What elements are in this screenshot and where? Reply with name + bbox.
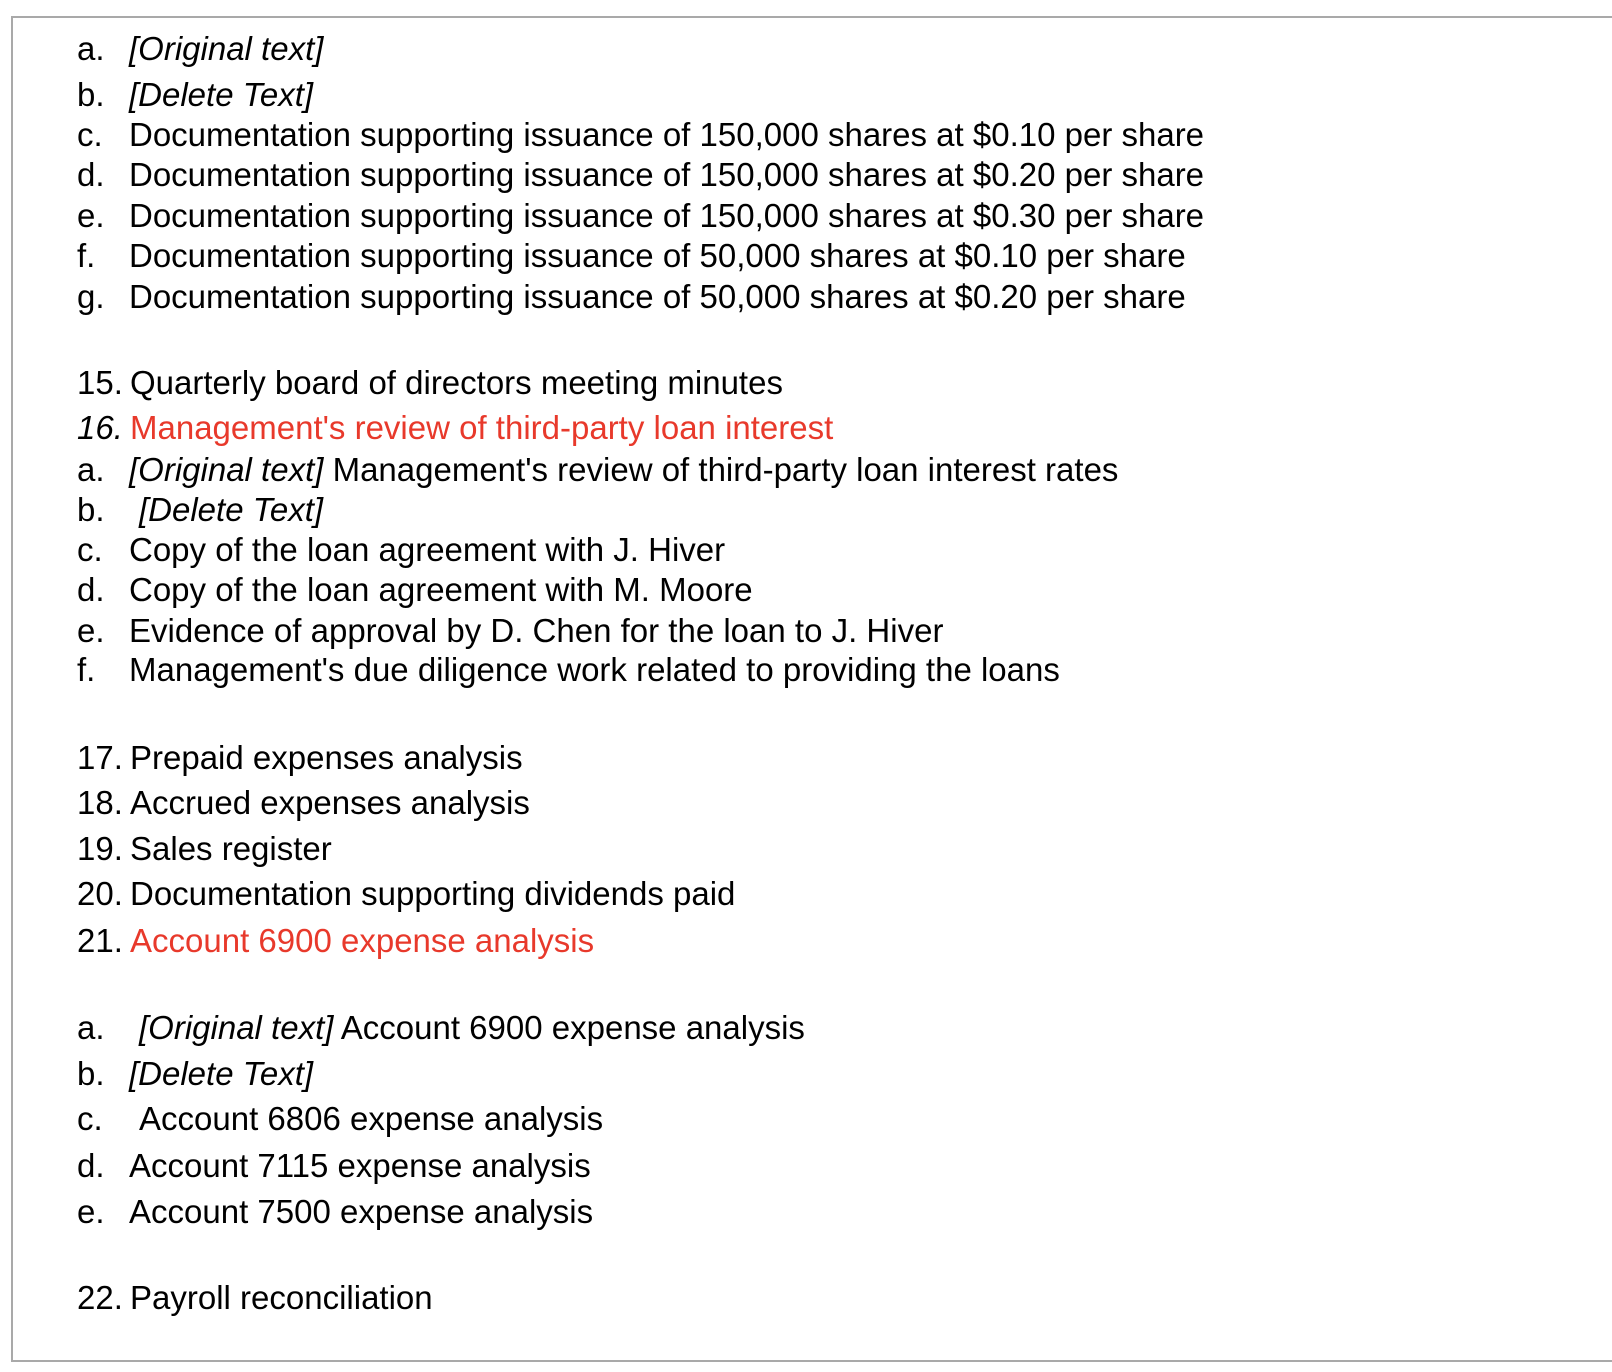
list-text: Management's review of third-party loan interest rates [323,451,1119,488]
list-label: d. [77,1147,105,1184]
list-text: Account 6900 expense analysis [333,1009,805,1046]
list-text: Documentation supporting issuance of 50,000 shares at $0.10 per share [129,237,1186,274]
list-label: e. [77,1193,105,1230]
list-text: Documentation supporting issuance of 150,000 shares at $0.10 per share [129,116,1205,153]
original-text-tag: [Original text] [129,30,324,67]
list-label: c. [77,116,103,153]
list-label: c. [77,531,103,568]
item-number: 22. [77,1279,123,1316]
list-text: Account 6806 expense analysis [139,1100,604,1137]
list-text: Account 7500 expense analysis [129,1193,594,1230]
list-label: c. [77,1100,103,1137]
item-text: Accrued expenses analysis [130,784,530,821]
item-text-highlighted: Management's review of third-party loan interest [130,409,834,446]
item-text: Sales register [130,830,332,867]
list-label: d. [77,571,105,608]
item-number: 20. [77,875,123,912]
delete-text-tag: [Delete Text] [129,76,314,113]
original-text-tag: [Original text] [139,1009,334,1046]
list-label: b. [77,1055,105,1092]
list-text: Documentation supporting issuance of 150,000 shares at $0.30 per share [129,197,1205,234]
original-text-tag: [Original text] [129,451,324,488]
item-number: 19. [77,830,123,867]
list-label: a. [77,451,105,488]
item-text: Quarterly board of directors meeting minutes [130,364,783,401]
item-text: Documentation supporting dividends paid [130,875,736,912]
list-label: e. [77,612,105,649]
list-text: Account 7115 expense analysis [129,1147,591,1184]
list-label: b. [77,76,105,113]
list-text: Evidence of approval by D. Chen for the loan to J. Hiver [129,612,944,649]
list-text: Documentation supporting issuance of 50,000 shares at $0.20 per share [129,278,1186,315]
list-label: e. [77,197,105,234]
list-label: g. [77,278,105,315]
delete-text-tag: [Delete Text] [139,491,324,528]
list-label: f. [77,651,96,688]
item-text: Prepaid expenses analysis [130,739,523,776]
item-number: 18. [77,784,123,821]
list-label: d. [77,156,105,193]
list-label: a. [77,1009,105,1046]
list-label: f. [77,237,96,274]
item-text: Payroll reconciliation [130,1279,433,1316]
list-text: Copy of the loan agreement with J. Hiver [129,531,726,568]
item-number: 16. [77,409,123,446]
delete-text-tag: [Delete Text] [129,1055,314,1092]
item-number: 17. [77,739,123,776]
list-label: a. [77,30,105,67]
list-label: b. [77,491,105,528]
item-number: 15. [77,364,123,401]
item-number: 21. [77,922,123,959]
list-text: Copy of the loan agreement with M. Moore [129,571,753,608]
list-text: Management's due diligence work related to providing the loans [129,651,1060,688]
item-text-highlighted: Account 6900 expense analysis [130,922,595,959]
list-text: Documentation supporting issuance of 150,000 shares at $0.20 per share [129,156,1205,193]
